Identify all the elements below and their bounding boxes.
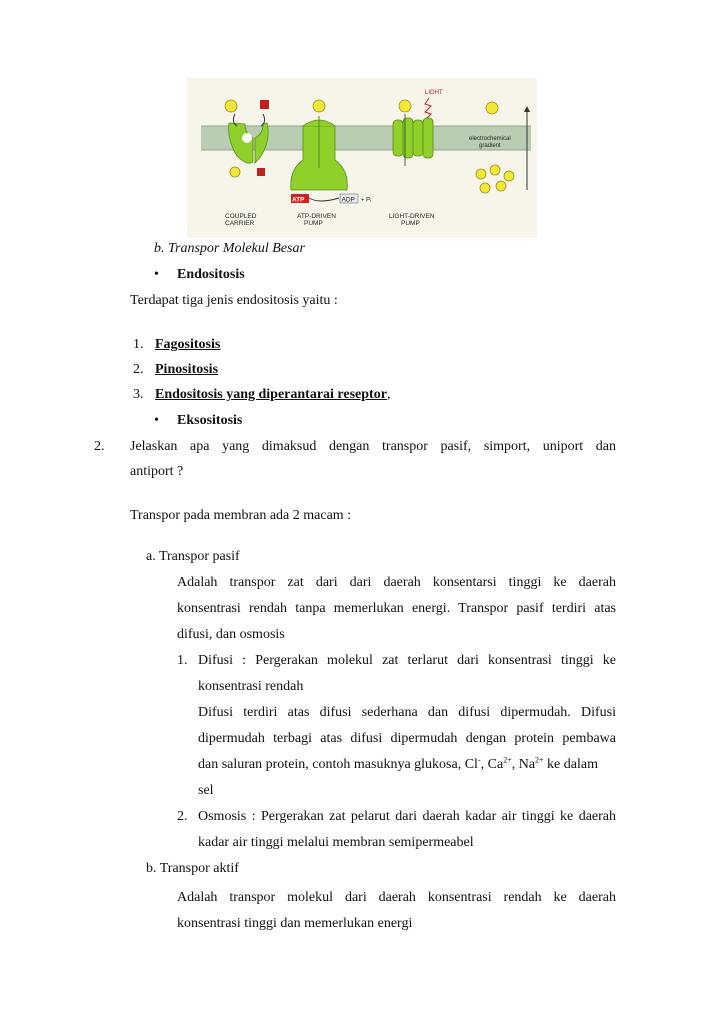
solute-molecule xyxy=(504,171,514,181)
solute-molecule xyxy=(313,100,325,112)
coupled-carrier-caption: CARRIER xyxy=(225,220,255,227)
paragraph-transpor-intro: Transpor pada membran ada 2 macam : xyxy=(130,508,352,523)
difusi-line-6: sel xyxy=(198,783,214,798)
list-number: 3. xyxy=(133,387,144,402)
para-a-line-3: difusi, dan osmosis xyxy=(177,627,285,642)
membrane-transport-figure xyxy=(187,78,537,238)
cotransported-ion xyxy=(257,168,265,176)
heading-b-large: b. Transpor Molekul Besar xyxy=(154,241,305,256)
difusi-line-5 xyxy=(198,756,616,774)
list-item-reseptor-tail: , xyxy=(386,387,391,402)
superscript: 2+ xyxy=(503,755,512,765)
para-text: Adalah transpor molekul dari daerah konsentrasi rendah ke daerah xyxy=(177,890,616,905)
para-b-line-1 xyxy=(177,889,616,907)
para-text: ke dalam xyxy=(543,757,598,772)
list-item-reseptor xyxy=(155,386,390,404)
difusi-line-2: konsentrasi rendah xyxy=(198,679,304,694)
light-label: LIGHT xyxy=(425,90,443,96)
osmosis-line-1 xyxy=(198,808,616,826)
para-text: , Ca xyxy=(480,757,504,772)
list-item-pinositosis: Pinositosis xyxy=(155,362,219,377)
para-a-line-2 xyxy=(177,600,616,618)
helix xyxy=(423,118,433,158)
para-text: Adalah transpor zat dari dari daerah konsentarsi tinggi ke daerah xyxy=(177,575,616,590)
bullet-icon: • xyxy=(154,413,159,428)
list-item-fagositosis: Fagositosis xyxy=(155,337,221,352)
question-text: Jelaskan apa yang dimaksud dengan transpor pasif, simport, uniport dan xyxy=(130,439,616,454)
list-number: 2. xyxy=(177,809,188,824)
heading-eksositosis: Eksositosis xyxy=(177,413,243,428)
para-b-line-2: konsentrasi tinggi dan memerlukan energi xyxy=(177,916,413,931)
solute-molecule xyxy=(496,181,506,191)
solute-molecule xyxy=(225,100,237,112)
light-pump-caption: PUMP xyxy=(401,220,420,227)
para-text: Osmosis : Pergerakan zat pelarut dari daerah kadar air tinggi ke daerah xyxy=(198,809,616,824)
coupled-carrier-caption: COUPLED xyxy=(225,213,257,220)
para-text: Difusi terdiri atas difusi sederhana dan difusi dipermudah. Difusi xyxy=(198,705,616,720)
para-text: Difusi : Pergerakan molekul zat terlarut dari konsentrasi tinggi ke xyxy=(198,653,616,668)
adp-label: ADP xyxy=(341,196,355,204)
solute-molecule xyxy=(230,167,240,177)
cotransported-ion xyxy=(260,100,269,109)
atp-pump-caption: ATP-DRIVEN xyxy=(297,213,336,220)
solute-molecule xyxy=(476,169,486,179)
bullet-icon: • xyxy=(154,267,159,282)
question-line-1 xyxy=(130,438,616,456)
subheading-transpor-aktif: b. Transpor aktif xyxy=(146,861,239,876)
subheading-transpor-pasif: a. Transpor pasif xyxy=(146,549,240,564)
heading-endositosis: Endositosis xyxy=(177,267,245,282)
atp-label: ATP xyxy=(292,196,305,204)
para-text: konsentrasi rendah tanpa memerlukan energi. Transpor pasif terdiri atas xyxy=(177,601,616,616)
gradient-label: gradient xyxy=(479,143,501,149)
helix xyxy=(413,120,423,156)
para-text: dipermudah terbagi atas difusi dipermudah dengan protein pembawa xyxy=(198,731,616,746)
pi-label: + Pᵢ xyxy=(361,197,372,204)
atp-pump-caption: PUMP xyxy=(304,220,323,227)
solute-molecule xyxy=(490,165,500,175)
paragraph-terdapat: Terdapat tiga jenis endositosis yaitu : xyxy=(130,293,338,308)
list-item-reseptor-text: Endositosis yang diperantarai reseptor xyxy=(155,387,387,402)
helix xyxy=(393,120,403,156)
solute-molecule xyxy=(480,183,490,193)
para-text: dan saluran protein, contoh masuknya glukosa, Cl xyxy=(198,757,478,772)
helix xyxy=(403,118,413,158)
question-number: 2. xyxy=(94,439,105,454)
solute-molecule xyxy=(486,102,498,114)
difusi-line-1 xyxy=(198,652,616,670)
osmosis-line-2: kadar air tinggi melalui membran semipermeabel xyxy=(198,835,474,850)
electrochemical-label: electrochemical xyxy=(469,136,511,142)
light-pump-caption: LIGHT-DRIVEN xyxy=(389,213,435,220)
para-text: , Na xyxy=(511,757,536,772)
solute-molecule xyxy=(399,100,411,112)
para-a-line-1 xyxy=(177,574,616,592)
list-number: 1. xyxy=(133,337,144,352)
superscript: - xyxy=(477,755,481,765)
superscript: 2+ xyxy=(535,755,544,765)
list-number: 1. xyxy=(177,653,188,668)
binding-site xyxy=(242,133,252,143)
list-number: 2. xyxy=(133,362,144,377)
difusi-line-4 xyxy=(198,730,616,748)
difusi-line-3 xyxy=(198,704,616,722)
question-line-2: antiport ? xyxy=(130,464,184,479)
